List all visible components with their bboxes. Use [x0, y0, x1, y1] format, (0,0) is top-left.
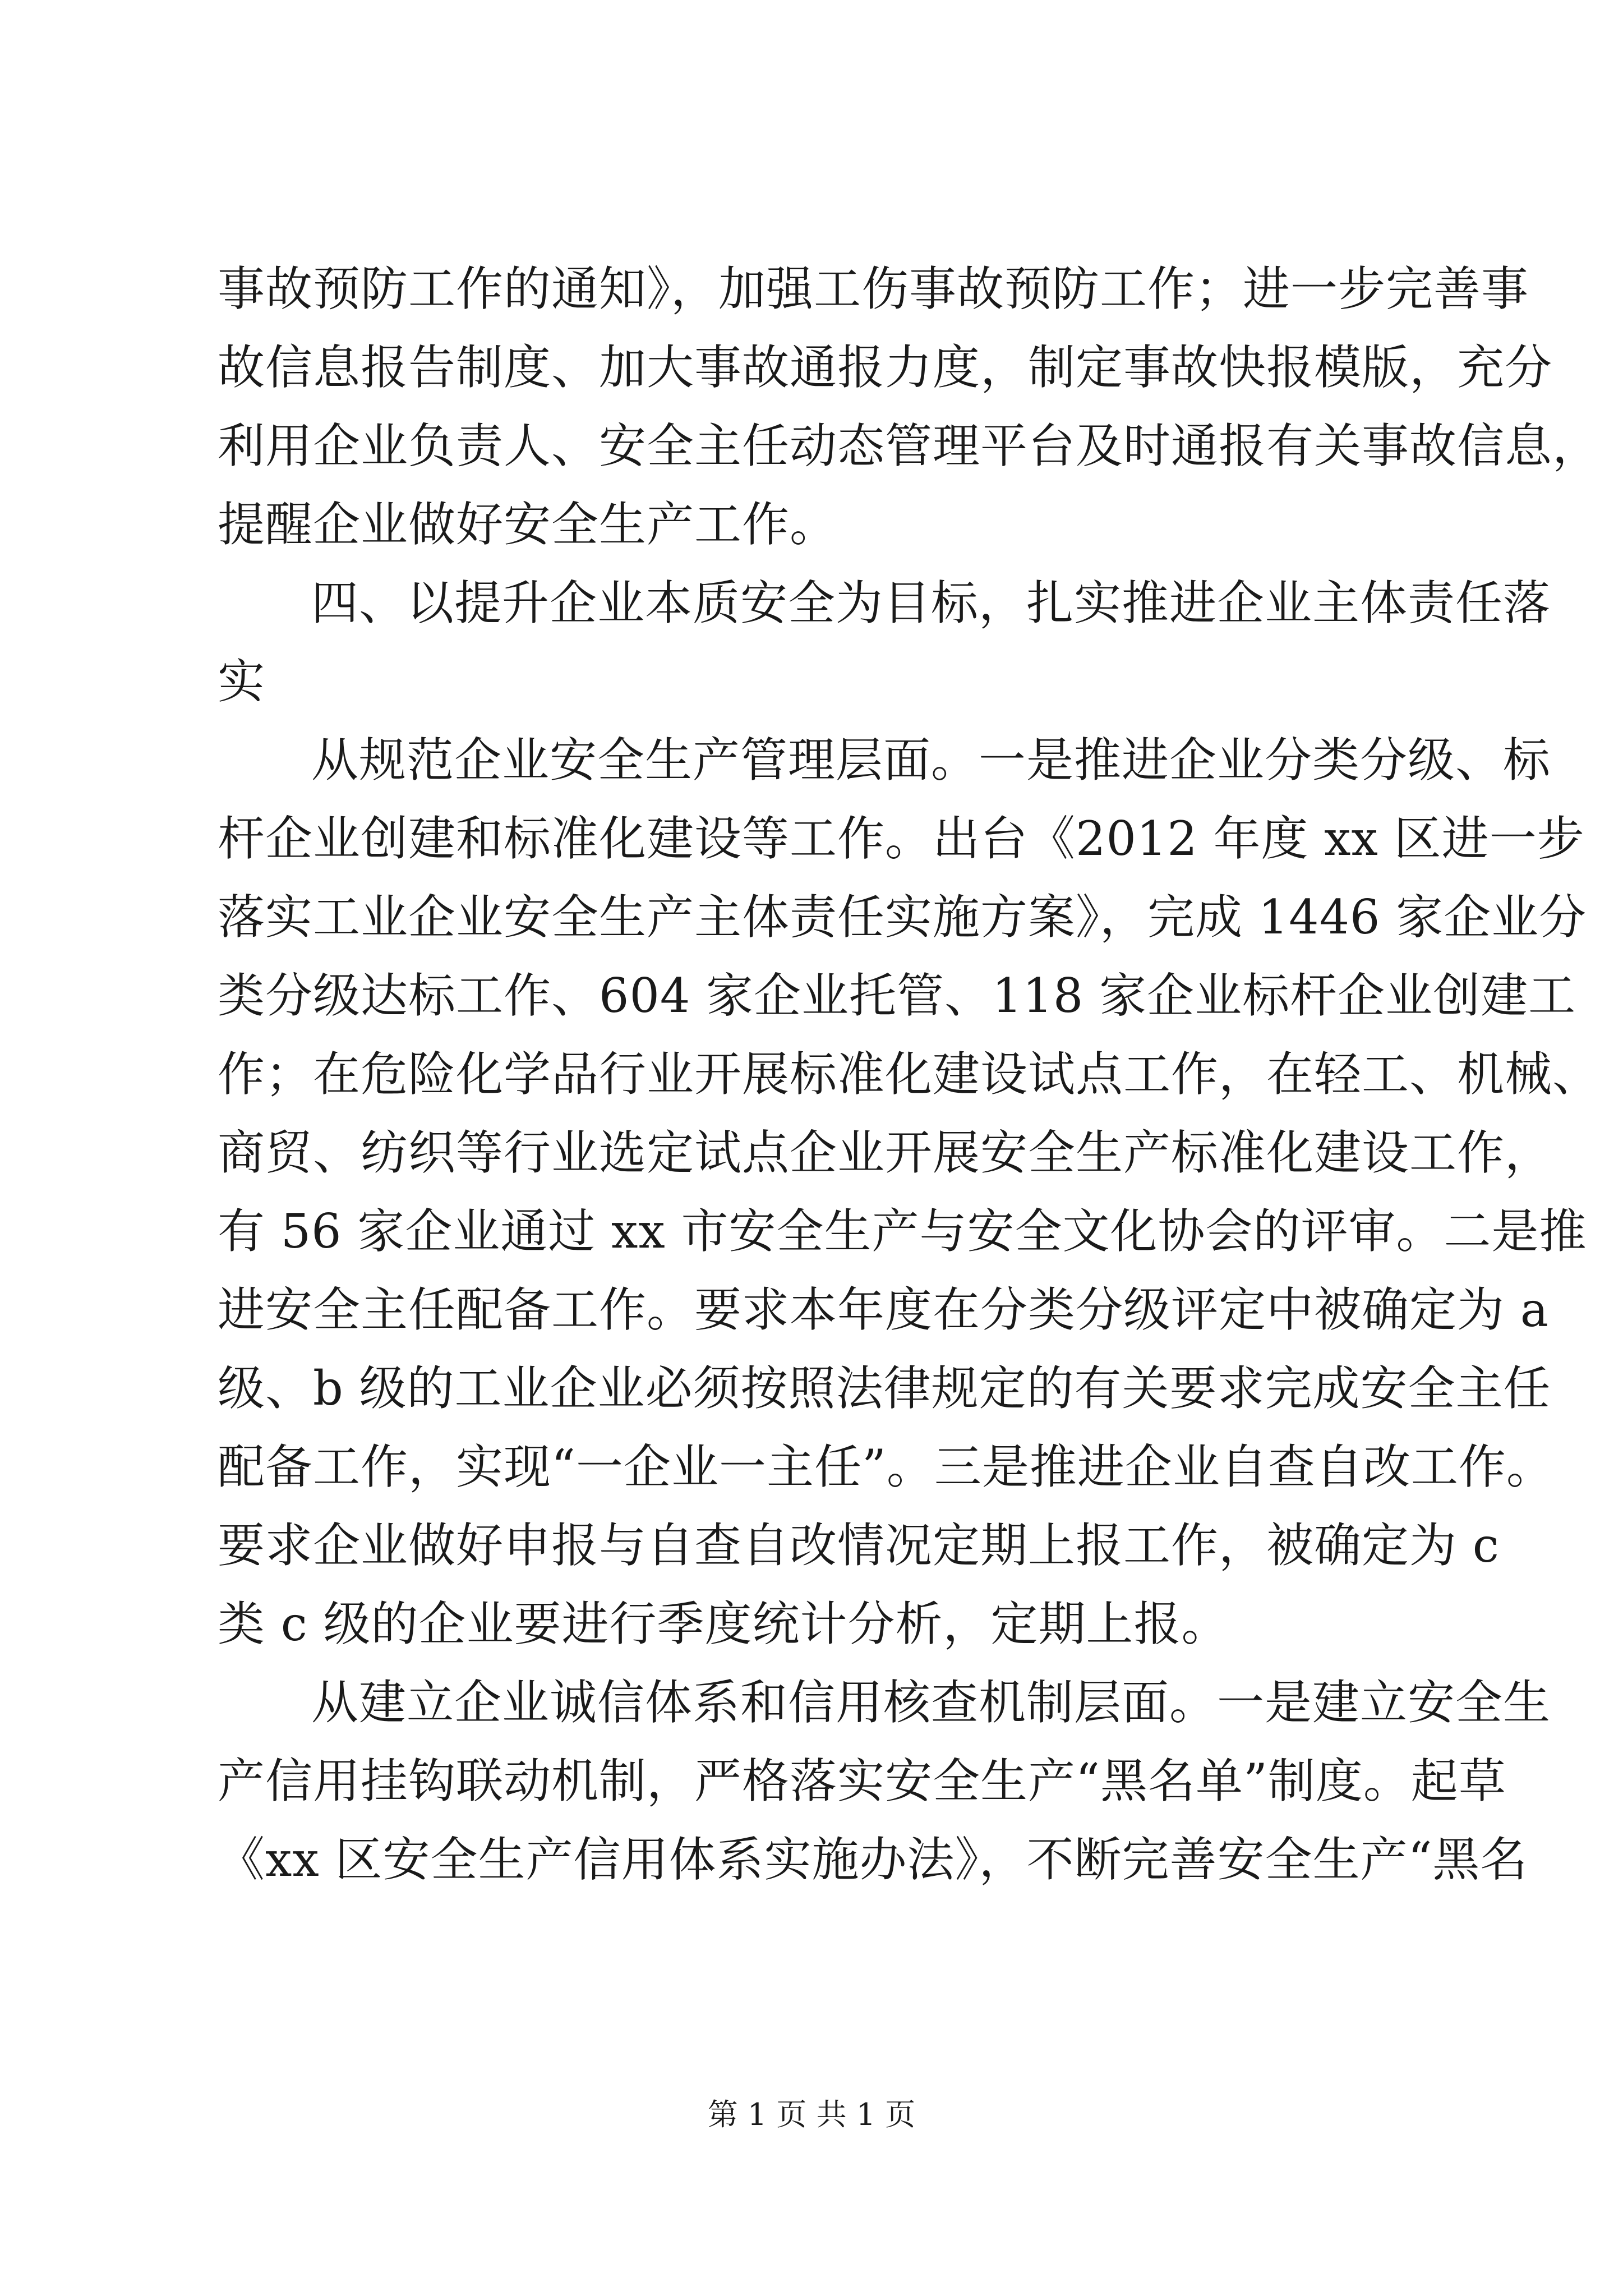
paragraph-start: 从规范企业安全生产管理层面。一是推进企业分类分级、标 [311, 733, 1551, 788]
text-line: 商贸、纺织等行业选定试点企业开展安全生产标准化建设工作， [218, 1125, 1553, 1180]
text-line: 进安全主任配备工作。要求本年度在分类分级评定中被确定为 a [218, 1282, 1549, 1337]
text-line: 级、b 级的工业企业必须按照法律规定的有关要求完成安全主任 [218, 1361, 1551, 1416]
text-line: 事故预防工作的通知》，加强工伤事故预防工作；进一步完善事 [218, 261, 1529, 316]
text-line: 《xx 区安全生产信用体系实施办法》，不断完善安全生产“黑名 [218, 1832, 1528, 1887]
text-line: 杆企业创建和标准化建设等工作。出台《2012 年度 xx 区进一步 [218, 811, 1585, 866]
text-line: 配备工作，实现“一企业一主任”。三是推进企业自查自改工作。 [218, 1439, 1554, 1494]
text-line: 提醒企业做好安全生产工作。 [218, 497, 838, 552]
text-line: 落实工业企业安全生产主体责任实施方案》，完成 1446 家企业分 [218, 890, 1587, 945]
text-line: 类分级达标工作、604 家企业托管、118 家企业标杆企业创建工 [218, 968, 1576, 1023]
paragraph-start: 从建立企业诚信体系和信用核查机制层面。一是建立安全生 [311, 1675, 1551, 1730]
page-footer: 第 1 页 共 1 页 [707, 2097, 916, 2132]
text-line: 产信用挂钩联动机制，严格落实安全生产“黑名单”制度。起草 [218, 1754, 1506, 1809]
text-line: 有 56 家企业通过 xx 市安全生产与安全文化协会的评审。二是推 [218, 1204, 1587, 1259]
text-line: 要求企业做好申报与自查自改情况定期上报工作，被确定为 c [218, 1518, 1500, 1573]
section-heading: 四、以提升企业本质安全为目标，扎实推进企业主体责任落 [311, 576, 1551, 631]
text-line: 利用企业负责人、安全主任动态管理平台及时通报有关事故信息， [218, 418, 1601, 473]
section-heading-continued: 实 [218, 654, 266, 709]
text-line: 作；在危险化学品行业开展标准化建设试点工作，在轻工、机械、 [218, 1047, 1601, 1102]
text-line: 类 c 级的企业要进行季度统计分析，定期上报。 [218, 1596, 1229, 1651]
text-line: 故信息报告制度、加大事故通报力度，制定事故快报模版，充分 [218, 340, 1553, 395]
